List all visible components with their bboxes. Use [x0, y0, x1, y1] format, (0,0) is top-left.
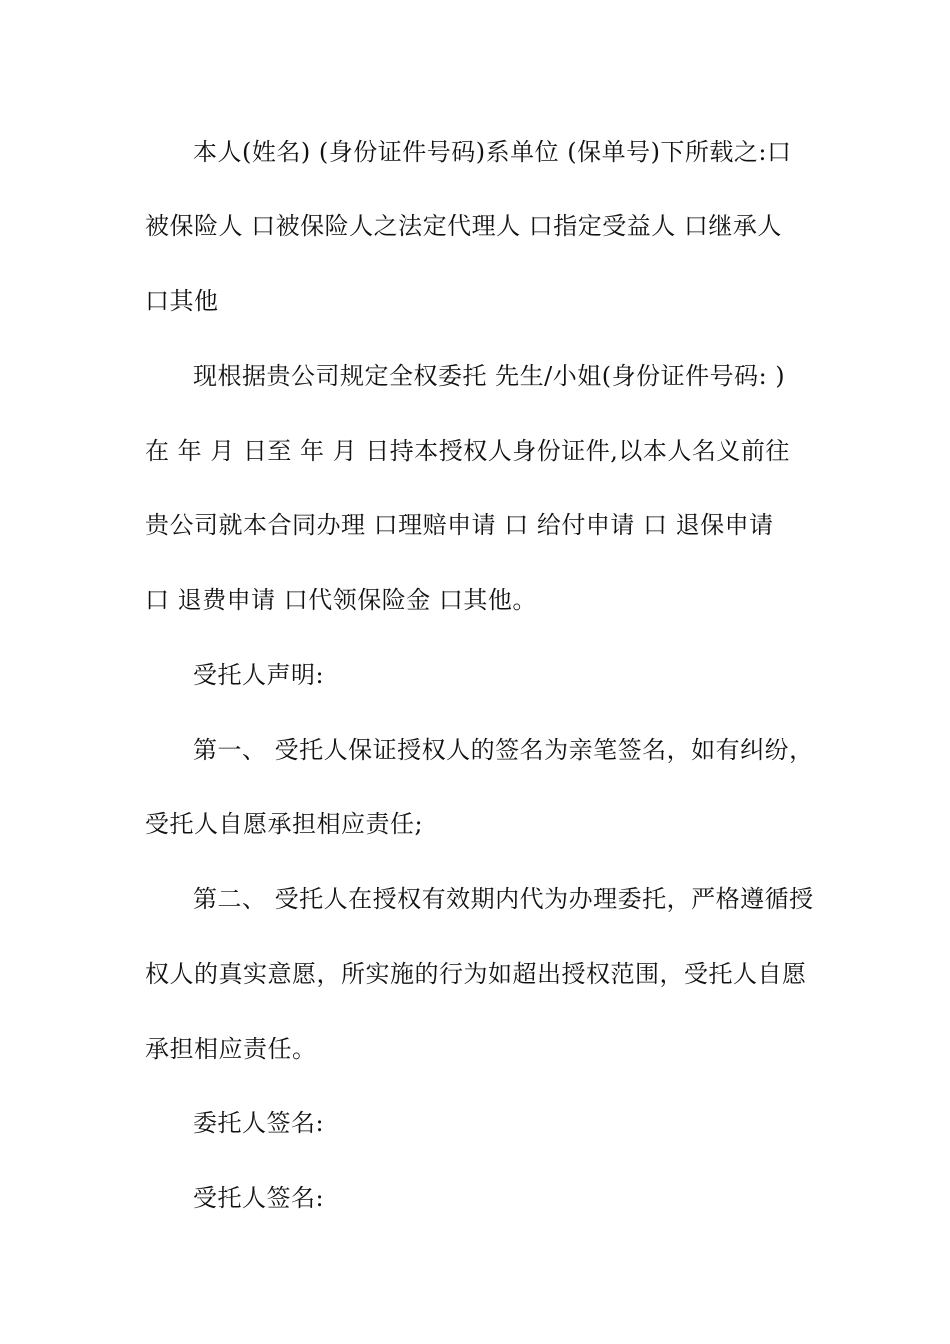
- paragraph-principal-line-2: 被保险人 口被保险人之法定代理人 口指定受益人 口继承人: [145, 212, 782, 240]
- paragraph-authorization-line-2: 在 年 月 日至 年 月 日持本授权人身份证件,以本人名义前往: [145, 437, 790, 465]
- paragraph-principal-line-3: 口其他: [145, 287, 219, 315]
- clause-one-line-1: 第一、 受托人保证授权人的签名为亲笔签名，如有纠纷，: [193, 736, 814, 764]
- principal-signature-label: 委托人签名:: [193, 1109, 325, 1137]
- paragraph-authorization-line-3: 贵公司就本合同办理 口理赔申请 口 给付申请 口 退保申请: [145, 511, 774, 539]
- paragraph-authorization-line-4: 口 退费申请 口代领保险金 口其他。: [145, 586, 537, 614]
- clause-two-line-1: 第二、 受托人在授权有效期内代为办理委托，严格遵循授: [193, 885, 814, 913]
- clause-two-line-2: 权人的真实意愿，所实施的行为如超出授权范围，受托人自愿: [145, 960, 807, 988]
- clause-one-line-2: 受托人自愿承担相应责任;: [145, 810, 424, 838]
- paragraph-authorization-line-1: 现根据贵公司规定全权委托 先生/小姐(身份证件号码: ): [193, 362, 786, 390]
- trustee-signature-label: 受托人签名:: [193, 1184, 325, 1212]
- paragraph-principal-line-1: 本人(姓名) (身份证件号码)系单位 (保单号)下所载之:口: [193, 138, 792, 166]
- section-heading-trustee-declaration: 受托人声明:: [193, 661, 325, 689]
- clause-two-line-3: 承担相应责任。: [145, 1035, 317, 1063]
